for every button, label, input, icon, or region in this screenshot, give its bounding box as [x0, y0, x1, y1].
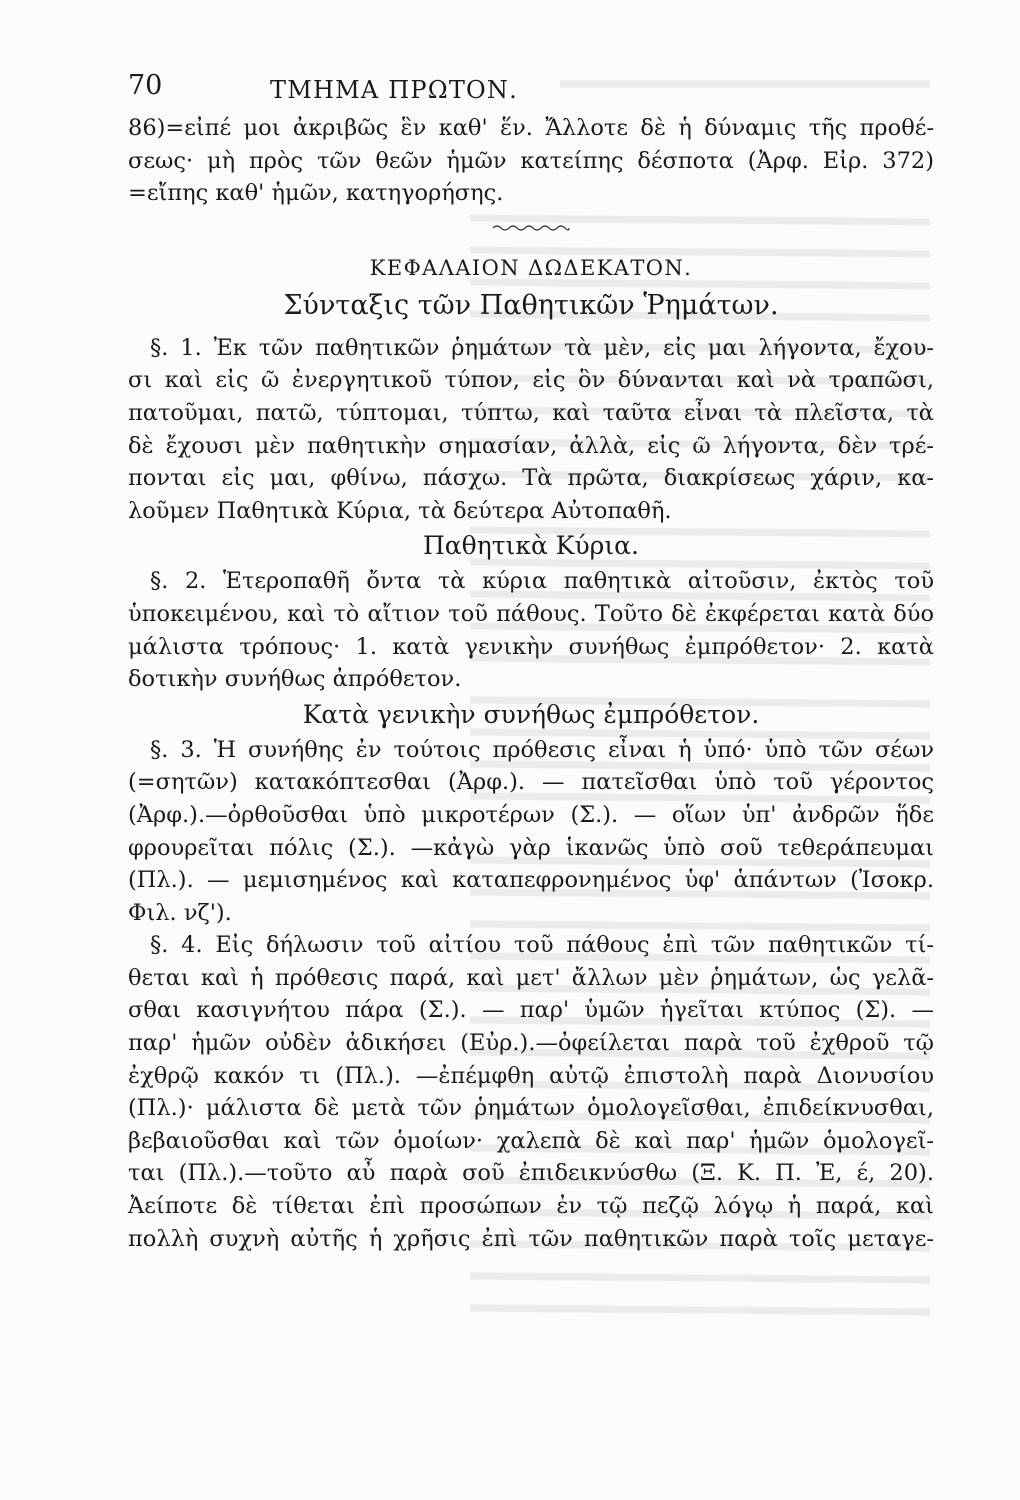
text-line: =εἴπης καθ' ἡμῶν, κατηγορήσης.	[128, 180, 504, 207]
text-line: δοτικὴν συνήθως ἀπρόθετον.	[128, 666, 462, 693]
text-line: ἐχθρῷ κακόν τι (Πλ.). —ἐπέμφθη αὐτῷ ἐπιστολὴ παρὰ Διονυσίου	[128, 1062, 934, 1089]
text-line: §. 1. Ἐκ τῶν παθητικῶν ῥημάτων τὰ μὲν, εἰς μαι λήγοντα, ἔχου-	[150, 334, 934, 361]
text-line: λοῦμεν Παθητικὰ Κύρια, τὰ δεύτερα Αὐτοπαθῆ.	[128, 497, 672, 524]
text-line: 86)=εἰπέ μοι ἀκριβῶς ἓν καθ' ἕν. Ἄλλοτε δὲ ἡ δύναμις τῆς προθέ-	[128, 115, 934, 141]
page-number: 70	[128, 70, 163, 101]
text-line: §. 3. Ἡ συνήθης ἐν τούτοις πρόθεσις εἶναι ἡ ὑπό· ὑπὸ τῶν σέων	[150, 736, 934, 763]
divider-ornament-icon	[491, 224, 571, 232]
chapter-heading: ΚΕΦΑΛΑΙΟΝ ΔΩΔΕΚΑΤΟΝ.	[369, 255, 693, 280]
ornamental-rule	[128, 210, 934, 244]
text-line: πατοῦμαι, πατῶ, τύπτομαι, τύπτω, καὶ ταῦτα εἶναι τὰ πλεῖστα, τὰ	[128, 399, 934, 426]
page-header	[128, 64, 934, 112]
text-line: μάλιστα τρόπους· 1. κατὰ γενικὴν συνήθως ἐμπρόθετον· 2. κατὰ	[128, 633, 934, 660]
chapter-title: Σύνταξις τῶν Παθητικῶν Ῥημάτων.	[283, 289, 779, 321]
text-line: §. 4. Εἰς δήλωσιν τοῦ αἰτίου τοῦ πάθους ἐπὶ τῶν παθητικῶν τί-	[150, 932, 934, 959]
text-line: (Ἀρφ.).—ὀρθοῦσθαι ὑπὸ μικροτέρων (Σ.). — οἵων ὑπ' ἀνδρῶν ἥδε	[128, 801, 934, 828]
text-line: σι καὶ εἰς ῶ ἐνεργητικοῦ τύπον, εἰς ὃν δύνανται καὶ νὰ τραπῶσι,	[128, 367, 934, 394]
text-line: πολλὴ συχνὴ αὐτῆς ἡ χρῆσις ἐπὶ τῶν παθητικῶν παρὰ τοῖς μεταγε-	[128, 1225, 934, 1252]
running-title: ΤΜΗΜΑ ΠΡΩΤΟΝ.	[270, 76, 518, 104]
text-line: σεως· μὴ πρὸς τῶν θεῶν ἡμῶν κατείπης δέσποτα (Ἀρφ. Εἰρ. 372)	[128, 147, 934, 174]
text-line: (=σητῶν) κατακόπτεσθαι (Ἀρφ.). — πατεῖσθαι ὑπὸ τοῦ γέροντος	[128, 769, 934, 796]
text-line: (Πλ.)· μάλιστα δὲ μετὰ τῶν ῥημάτων ὁμολογεῖσθαι, ἐπιδείκνυσθαι,	[128, 1095, 934, 1122]
text-line: §. 2. Ἑτεροπαθῆ ὄντα τὰ κύρια παθητικὰ αἰτοῦσιν, ἐκτὸς τοῦ	[150, 568, 934, 595]
text-line: φρουρεῖται πόλις (Σ.). —κἀγὼ γὰρ ἱκανῶς ὑπὸ σοῦ τεθεράπευμαι	[128, 834, 934, 861]
section-heading: Παθητικὰ Κύρια.	[422, 531, 639, 561]
book-page	[128, 64, 934, 1255]
text-line: σθαι κασιγνήτου πάρα (Σ.). — παρ' ὑμῶν ἡγεῖται κτύπος (Σ). —	[128, 997, 934, 1024]
text-line: (Πλ.). — μεμισημένος καὶ καταπεφρονημένος ὑφ' ἁπάντων (Ἰσοκρ.	[128, 867, 934, 894]
section-heading: Κατὰ γενικὴν συνήθως ἐμπρόθετον.	[302, 699, 760, 729]
text-line: Φιλ. νζ').	[128, 899, 232, 926]
text-line: δὲ ἔχουσι μὲν παθητικὴν σημασίαν, ἀλλὰ, εἰς ῶ λήγοντα, δὲν τρέ-	[128, 432, 934, 459]
text-line: Ἀείποτε δὲ τίθεται ἐπὶ προσώπων ἐν τῷ πεζῷ λόγῳ ἡ παρά, καὶ	[128, 1193, 934, 1220]
text-line: ται (Πλ.).—τοῦτο αὖ παρὰ σοῦ ἐπιδεικνύσθω (Ξ. Κ. Π. Ἐ, έ, 20).	[128, 1160, 934, 1187]
text-line: ὑποκειμένου, καὶ τὸ αἴτιον τοῦ πάθους. Τοῦτο δὲ ἐκφέρεται κατὰ δύο	[128, 600, 934, 627]
text-line: πονται εἰς μαι, φθίνω, πάσχω. Τὰ πρῶτα, διακρίσεως χάριν, κα-	[128, 465, 934, 492]
text-line: βεβαιοῦσθαι καὶ τῶν ὁμοίων· χαλεπὰ δὲ καὶ παρ' ἡμῶν ὁμολογεῖ-	[128, 1127, 934, 1154]
text-line: παρ' ἡμῶν οὐδὲν ἀδικήσει (Εὐρ.).—ὀφείλεται παρὰ τοῦ ἐχθροῦ τῷ	[128, 1030, 934, 1057]
text-line: θεται καὶ ἡ πρόθεσις παρά, καὶ μετ' ἄλλων μὲν ῥημάτων, ὡς γελᾶ-	[128, 964, 934, 991]
